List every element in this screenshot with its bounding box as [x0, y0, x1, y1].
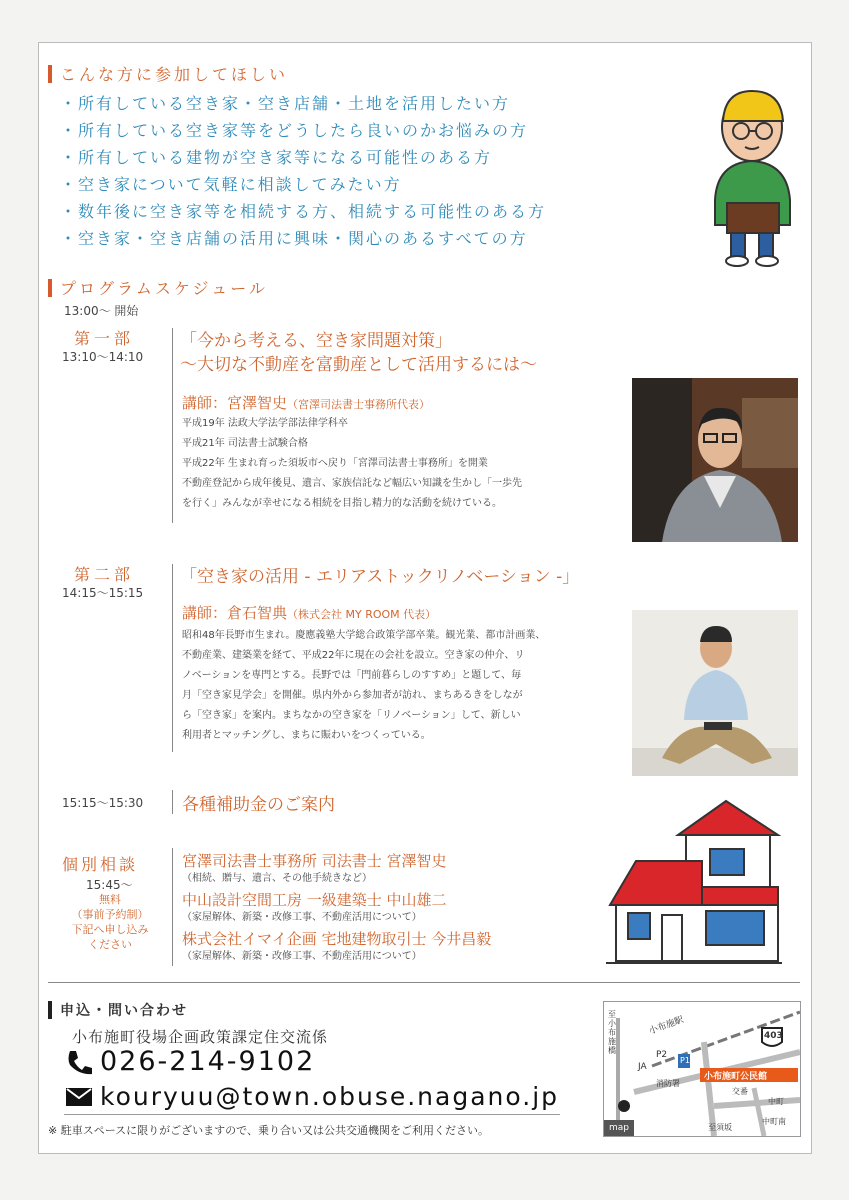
consult-notes: 無料 （事前予約制） 下記へ申し込み ください: [71, 893, 149, 951]
part1-bio: 平成19年 法政大学法学部法律学科卒 平成21年 司法書士試験合格 平成22年 生まれ育った須坂市へ戻り「宮澤司法書士事務所」を開業 不動産登記から成年後見、遺言、家族信託など幅広い知識を生かし「一歩先 を行く」みんなが幸せになる相続を目指し精力的な活動を続けている。: [182, 418, 522, 509]
contact-phone[interactable]: 026-214-9102: [64, 1046, 315, 1077]
list-item: ・空き家・空き店舗の活用に興味・関心のあるすべての方: [60, 229, 528, 248]
mail-icon: [64, 1085, 94, 1109]
list-item: ・空き家について気軽に相談してみたい方: [60, 175, 402, 194]
subsidy-title: 各種補助金のご案内: [182, 795, 335, 815]
consult-entries: [182, 850, 491, 965]
house-illustration: [606, 795, 782, 967]
consult-entry-name: 株式会社イマイ企画 宅地建物取引士 今井昌毅: [182, 930, 492, 948]
target-list: [60, 90, 546, 252]
character-illustration: [705, 85, 800, 270]
start-time: 13:00〜 開始: [64, 304, 139, 318]
list-item: ・所有している空き家等をどうしたら良いのかお悩みの方: [60, 121, 529, 140]
part2-time: 14:15〜15:15: [62, 586, 144, 600]
contact-heading: 申込・問い合わせ: [48, 1000, 188, 1020]
phone-icon: [64, 1047, 94, 1077]
list-item: ・所有している空き家・空き店舗・土地を活用したい方: [60, 94, 511, 113]
consult-entry-name: 中山設計空間工房 一級建築士 中山雄二: [182, 891, 447, 909]
part2-label: 第二部: [74, 565, 135, 584]
consult-entry-desc: （家屋解体、新築・改修工事、不動産活用について）: [182, 912, 422, 923]
speaker1-photo: [632, 378, 798, 542]
consult-entry-desc: （家屋解体、新築・改修工事、不動産活用について）: [182, 951, 422, 962]
consult-entry-name: 宮澤司法書士事務所 司法書士 宮澤智史: [182, 852, 447, 870]
part2-bio: 昭和48年長野市生まれ。慶應義塾大学総合政策学部卒業。観光業、都市計画業、 不動産業、建築業を経て、平成22年に現在の会社を設立。空き家の仲介、リ ノベーションを専門とする。長野では「門前暮らしのすすめ」と題して、毎 月「空き家見学会」を開催。県内外から参加者が訪れ、まちあるきをしなが ら「空き家」を案内。まちなかの空き家を「リノベーション」して、新しい 利用者とマッチングし、まちに賑わいをつくっている。: [182, 630, 546, 741]
schedule-heading: プログラムスケジュール: [48, 276, 268, 299]
consult-time: 15:45〜: [86, 878, 133, 892]
part1-title-1: 「今から考える、空き家問題対策」: [180, 331, 452, 351]
part1-speaker: 講師：宮澤智史（宮澤司法書士事務所代表）: [182, 394, 431, 412]
parking-note: ※ 駐車スペースに限りがございますので、乗り合い又は公共交通機関をご利用ください。: [48, 1124, 489, 1137]
consult-label: 個別相談: [62, 855, 139, 874]
list-item: ・所有している建物が空き家等になる可能性のある方: [60, 148, 493, 167]
part1-label: 第一部: [74, 329, 135, 348]
subsidy-time: 15:15〜15:30: [62, 796, 144, 810]
part1-time: 13:10〜14:10: [62, 350, 144, 364]
part2-title: 「空き家の活用 - エリアストックリノベーション -」: [180, 567, 580, 587]
part2-speaker: 講師：倉石智典（株式会社 MY ROOM 代表）: [182, 604, 437, 622]
contact-email[interactable]: kouryuu@town.obuse.nagano.jp: [64, 1082, 559, 1111]
speaker2-photo: [632, 610, 798, 776]
access-map: 至小布施橋 小布施駅 403 P1 P2 JA 消防署 小布施町公民館 交番 中町 中町南 至須坂 map: [603, 1001, 801, 1137]
list-item: ・数年後に空き家等を相続する方、相続する可能性のある方: [60, 202, 547, 221]
contact-dept: 小布施町役場企画政策課定住交流係: [72, 1028, 329, 1046]
part1-title-2: 〜大切な不動産を富動産として活用するには〜: [180, 355, 537, 375]
target-heading: こんな方に参加してほしい: [48, 62, 288, 85]
consult-entry-desc: （相続、贈与、遺言、その他手続きなど）: [182, 873, 372, 884]
